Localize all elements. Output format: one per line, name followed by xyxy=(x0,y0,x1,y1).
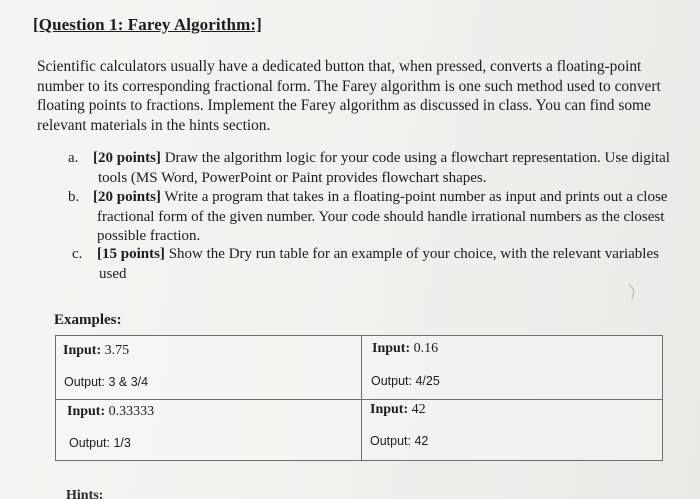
example-input-cell xyxy=(63,343,129,359)
task-points: [15 points] xyxy=(97,246,165,262)
input-label: Input: xyxy=(67,404,106,419)
output-value: 4/25 xyxy=(415,374,440,388)
output-value: 3 & 3/4 xyxy=(108,375,149,389)
examples-heading: Examples: xyxy=(54,312,122,328)
intro-paragraph xyxy=(37,57,677,135)
output-value: 42 xyxy=(414,434,429,448)
input-label: Input: xyxy=(370,402,409,417)
hints-heading: Hints: xyxy=(66,488,104,499)
task-body xyxy=(97,245,659,284)
task-line: tools (MS Word, PowerPoint or Paint provides flowchart shapes. xyxy=(98,169,487,186)
task-line: possible fraction. xyxy=(97,228,201,244)
examples-table xyxy=(55,335,663,461)
input-value: 0.16 xyxy=(413,341,439,356)
intro-line: number to its corresponding fractional form. The Farey algorithm is one such method used to convert xyxy=(37,77,661,95)
pen-stroke-mark xyxy=(628,282,638,300)
input-label: Input: xyxy=(63,343,102,358)
example-input-cell xyxy=(372,341,438,357)
input-label: Input: xyxy=(372,341,411,356)
input-value: 0.33333 xyxy=(108,404,155,419)
input-value: 3.75 xyxy=(104,343,130,358)
task-line xyxy=(97,245,659,265)
output-label: Output: xyxy=(370,434,411,448)
task-points: [20 points] xyxy=(93,189,161,205)
task-body xyxy=(93,188,667,247)
question-title: [Question 1: Farey Algorithm:] xyxy=(33,15,262,34)
example-input-cell xyxy=(67,404,154,420)
output-label: Output: xyxy=(69,436,110,450)
task-line xyxy=(93,149,670,169)
output-label: Output: xyxy=(371,374,412,388)
intro-line: Scientific calculators usually have a dedicated button that, when pressed, converts a floating-point xyxy=(37,58,642,75)
task-line xyxy=(93,188,667,208)
task-text: Show the Dry run table for an example of your choice, with the relevant variables xyxy=(168,246,659,262)
task-c xyxy=(72,245,692,285)
task-letter: c. xyxy=(72,246,83,262)
task-b xyxy=(68,188,688,248)
task-text: Draw the algorithm logic for your code using a flowchart representation. Use digital xyxy=(164,150,670,166)
input-value: 42 xyxy=(411,402,426,417)
task-line: fractional form of the given number. Your code should handle irrational numbers as the closest xyxy=(97,208,665,225)
example-output-cell xyxy=(370,434,428,448)
example-output-cell xyxy=(69,436,131,450)
task-a xyxy=(68,149,688,189)
intro-line: relevant materials in the hints section. xyxy=(37,116,271,134)
task-line: used xyxy=(99,265,127,282)
table-divider-vertical xyxy=(361,336,362,460)
task-points: [20 points] xyxy=(93,150,161,166)
table-divider-horizontal xyxy=(56,399,662,400)
example-output-cell xyxy=(64,375,148,389)
example-input-cell xyxy=(370,402,426,418)
task-letter: b. xyxy=(68,189,80,205)
output-label: Output: xyxy=(64,375,105,389)
intro-line: floating points to fractions. Implement the Farey algorithm as discussed in class. You can find some xyxy=(37,97,651,114)
output-value: 1/3 xyxy=(113,436,131,450)
task-letter: a. xyxy=(68,150,79,166)
task-body xyxy=(93,149,670,188)
example-output-cell xyxy=(371,374,440,388)
task-text: Write a program that takes in a floating-point number as input and prints out a close xyxy=(164,189,668,205)
